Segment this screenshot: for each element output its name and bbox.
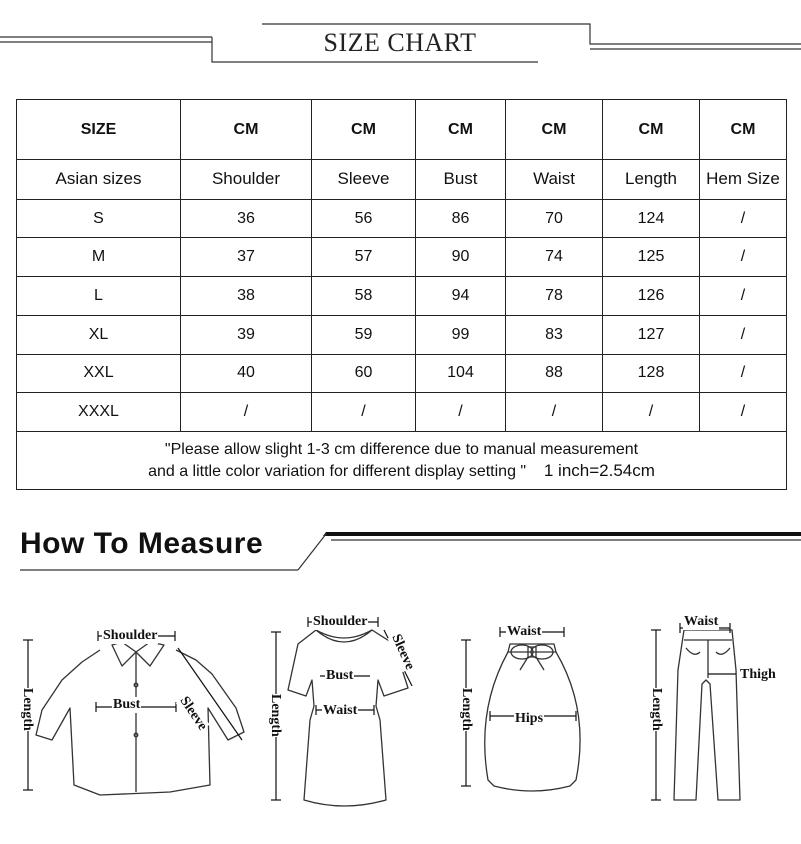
table-cell: 56 — [312, 199, 416, 238]
size-label: SIZE — [17, 100, 181, 160]
size-table — [16, 99, 787, 490]
table-cell: 125 — [603, 238, 700, 277]
table-row — [17, 354, 787, 393]
column-header: Length — [603, 160, 700, 200]
pants-waist-label: Waist — [684, 614, 719, 629]
table-cell: 99 — [416, 315, 506, 354]
pants-thigh-label: Thigh — [740, 667, 776, 682]
table-row — [17, 199, 787, 238]
size-cell: L — [17, 277, 181, 316]
unit-row — [17, 100, 787, 160]
dress-shoulder-label: Shoulder — [313, 614, 368, 629]
skirt-length-label: Length — [459, 688, 474, 731]
unit-cell: CM — [416, 100, 506, 160]
table-cell: 37 — [181, 238, 312, 277]
table-cell: / — [700, 393, 787, 432]
table-cell: 78 — [506, 277, 603, 316]
table-row — [17, 393, 787, 432]
column-header: Waist — [506, 160, 603, 200]
table-cell: / — [506, 393, 603, 432]
table-cell: 104 — [416, 354, 506, 393]
page-title: SIZE CHART — [323, 28, 477, 57]
table-row — [17, 315, 787, 354]
note-line-2: and a little color variation for different display setting " — [148, 462, 527, 480]
column-header: Sleeve — [312, 160, 416, 200]
table-cell: 38 — [181, 277, 312, 316]
table-cell: 90 — [416, 238, 506, 277]
unit-cell: CM — [700, 100, 787, 160]
column-header: Bust — [416, 160, 506, 200]
dress-bust-label: Bust — [326, 668, 354, 683]
unit-cell: CM — [506, 100, 603, 160]
table-cell: 128 — [603, 354, 700, 393]
table-cell: 70 — [506, 199, 603, 238]
table-cell: 127 — [603, 315, 700, 354]
section-title-decoration — [0, 520, 801, 580]
section-title: How To Measure — [20, 527, 264, 560]
table-cell: / — [603, 393, 700, 432]
table-cell: 94 — [416, 277, 506, 316]
table-cell: / — [181, 393, 312, 432]
table-cell: 88 — [506, 354, 603, 393]
unit-cell: CM — [312, 100, 416, 160]
note-line-2-wrap — [17, 460, 786, 482]
column-header: Hem Size — [700, 160, 787, 200]
shirt-shoulder-label: Shoulder — [103, 628, 158, 643]
table-row — [17, 238, 787, 277]
table-cell: 124 — [603, 199, 700, 238]
table-cell: 126 — [603, 277, 700, 316]
table-cell: 60 — [312, 354, 416, 393]
table-cell: / — [700, 238, 787, 277]
table-cell: 57 — [312, 238, 416, 277]
table-cell: / — [700, 199, 787, 238]
column-header: Asian sizes — [17, 160, 181, 200]
size-cell: M — [17, 238, 181, 277]
table-cell: 40 — [181, 354, 312, 393]
skirt-hips-label: Hips — [515, 711, 544, 726]
inch-conversion: 1 inch=2.54cm — [543, 460, 655, 480]
table-cell: 58 — [312, 277, 416, 316]
table-cell: 83 — [506, 315, 603, 354]
shirt-bust-label: Bust — [113, 697, 141, 712]
size-cell: XXL — [17, 354, 181, 393]
table-cell: / — [416, 393, 506, 432]
table-cell: 39 — [181, 315, 312, 354]
shirt-sleeve-label: Sleeve — [176, 694, 210, 734]
table-cell: / — [700, 277, 787, 316]
size-cell: S — [17, 199, 181, 238]
pants-icon — [674, 630, 740, 800]
pants-length-label: Length — [649, 688, 664, 731]
table-cell: / — [700, 354, 787, 393]
table-cell: 74 — [506, 238, 603, 277]
shirt-icon — [36, 642, 244, 795]
note-line-1: "Please allow slight 1-3 cm difference due to manual measurement — [164, 440, 639, 458]
unit-cell: CM — [603, 100, 700, 160]
shirt-length-label: Length — [20, 688, 35, 731]
column-header: Shoulder — [181, 160, 312, 200]
dress-sleeve-label: Sleeve — [388, 632, 418, 673]
unit-cell: CM — [181, 100, 312, 160]
table-cell: 36 — [181, 199, 312, 238]
column-header-row — [17, 160, 787, 200]
measurement-note — [17, 431, 787, 489]
table-cell: 86 — [416, 199, 506, 238]
note-row — [17, 431, 787, 489]
table-cell: / — [700, 315, 787, 354]
skirt-waist-label: Waist — [507, 624, 542, 639]
dress-length-label: Length — [268, 694, 283, 737]
table-cell: / — [312, 393, 416, 432]
dress-waist-label: Waist — [323, 703, 358, 718]
table-cell: 59 — [312, 315, 416, 354]
table-row — [17, 277, 787, 316]
size-cell: XXXL — [17, 393, 181, 432]
size-cell: XL — [17, 315, 181, 354]
